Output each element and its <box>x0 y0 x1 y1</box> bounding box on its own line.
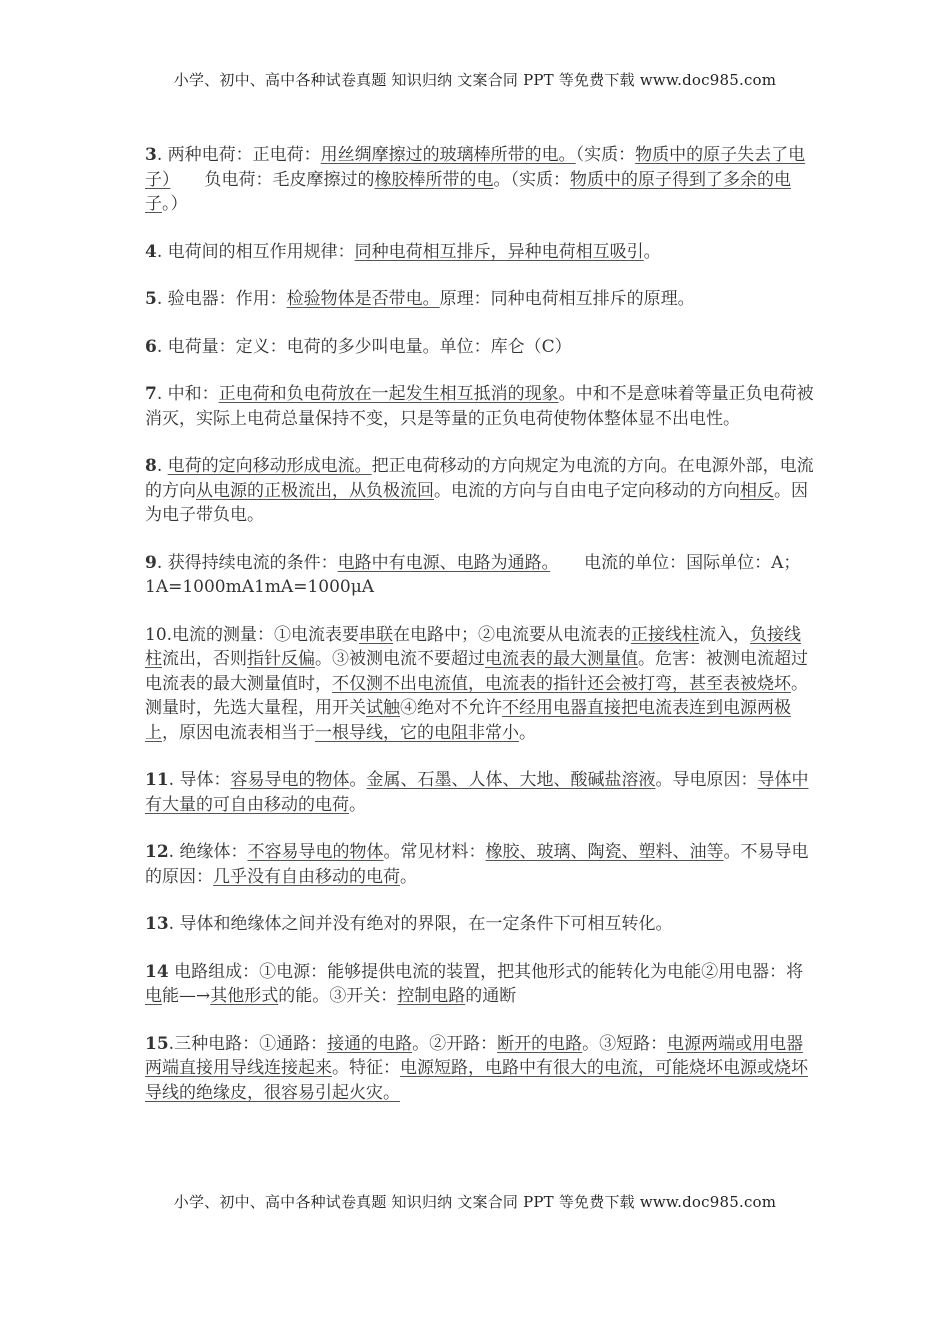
item-number: 13 <box>145 914 169 934</box>
text-segment: . 导体： <box>168 770 231 790</box>
paragraph-14 <box>145 960 815 1009</box>
underlined-text: 不容易导电的物体 <box>247 842 384 862</box>
paragraph-11 <box>145 768 815 817</box>
paragraph-13 <box>145 912 815 937</box>
text-segment: 。③短路： <box>582 1033 668 1054</box>
text-segment: 10.电流的测量：①电流表要 <box>145 624 360 645</box>
text-segment: . 两种电荷：正电荷： <box>156 145 321 165</box>
item-number: 7 <box>145 384 157 404</box>
text-segment: 负电荷：毛皮摩擦过的 <box>170 169 375 190</box>
text-segment: 。导电原因： <box>655 770 758 790</box>
paragraph-10 <box>145 623 815 746</box>
underlined-text: 试触 <box>366 698 400 718</box>
underlined-text: 几乎没有自由移动的电荷 <box>213 866 400 887</box>
item-number: 3 <box>145 145 157 165</box>
text-segment: 电路组成：①电源：能够提供电流的装置，把其他形式的能转化为电能②用电器：将 <box>168 961 804 982</box>
underlined-text: 橡胶棒所带的电 <box>374 169 494 190</box>
paragraph-6 <box>145 335 815 360</box>
paragraph-4 <box>145 240 815 265</box>
underlined-text: 指针反偏 <box>247 649 315 669</box>
text-segment: . 绝缘体： <box>168 842 248 862</box>
paragraph-9 <box>145 551 815 600</box>
underlined-text: 不经用电器直接把电流表连到电源两极上 <box>145 698 791 743</box>
paragraph-7 <box>145 382 815 431</box>
text-segment: 。电流的方向与自由电子定向移动的方向 <box>434 480 740 501</box>
underlined-text: 物质中的原子得到了多余的电子 <box>145 169 791 214</box>
text-segment: . 导体和绝缘体之间并没有绝对的界限，在一定条件下可相互转化。 <box>168 914 673 934</box>
underlined-text: 断开的电路 <box>497 1033 583 1054</box>
underlined-text: 从电源的正极流出，从负极流回 <box>196 480 434 501</box>
underlined-text: 正电荷和负电荷放在一起发生相互抵消的现象 <box>218 384 559 404</box>
underlined-text: 电源短路，电路中有很大的电流，可能烧坏电源或烧坏导线的绝缘皮，很容易引起火灾。 <box>145 1058 808 1103</box>
paragraph-5 <box>145 287 815 312</box>
item-number: 15 <box>145 1033 169 1054</box>
underlined-text: 相反 <box>740 480 774 501</box>
underlined-text: 检验物体是否带电。 <box>286 289 440 309</box>
item-number: 6 <box>145 336 157 357</box>
text-segment: 。 <box>349 794 366 815</box>
page-header: 小学、初中、高中各种试卷真题 知识归纳 文案合同 PPT 等免费下载 www.doc985.com <box>173 71 777 89</box>
underlined-text: 用丝绸摩擦过的玻璃棒所带的电。 <box>320 145 576 165</box>
document-body <box>145 143 815 1128</box>
text-segment: 把正电荷移动的方向规定为电流的方向。在电源外部，电流的方向 <box>145 456 814 501</box>
underlined-text: 一根导线，它的电阻非常小 <box>315 722 519 743</box>
text-segment: 。中和不是意味着等量正负电荷被消灭，实际上电荷总量保持不变，只是等量的正负电荷使物体整体显不出电性。 <box>145 384 814 429</box>
underlined-text: 金属、石墨、人体、大地、酸碱盐溶液 <box>366 770 656 790</box>
text-segment: 。②开路： <box>412 1033 498 1054</box>
underlined-text: 正接线柱 <box>631 624 700 645</box>
text-segment: 。因为电子带负电。 <box>145 480 808 525</box>
text-segment: 。 <box>519 722 536 743</box>
text-segment: 的通断 <box>465 986 517 1006</box>
text-segment: 。③被测电流不要超过 <box>315 649 485 669</box>
text-segment: 。 <box>643 241 661 262</box>
item-number: 12 <box>145 842 169 862</box>
text-segment: 。危害：被测电流超过电流表的最大测量值时， <box>145 649 808 694</box>
text-segment: 。特征： <box>332 1058 400 1078</box>
text-segment: . 验电器：作用： <box>156 289 287 309</box>
text-segment: . <box>156 456 168 476</box>
text-segment: 。常见材料： <box>383 842 486 862</box>
text-segment: 流入， <box>699 624 751 645</box>
paragraph-3 <box>145 143 815 217</box>
underlined-text: 电荷的定向移动形成电流。 <box>167 456 372 476</box>
item-number: 9 <box>145 552 157 573</box>
underlined-text: 电源两端或用电器两端直接用导线连接起来 <box>145 1033 804 1078</box>
text-segment: 。 <box>349 770 367 790</box>
underlined-text: 电流表的最大测量值 <box>485 649 638 669</box>
underlined-text: 其他形式 <box>210 986 279 1006</box>
underlined-text: 负接线柱 <box>145 624 802 669</box>
underlined-text: 导体中有大量的可自由移动的电荷 <box>145 770 809 815</box>
item-number: 5 <box>145 289 157 309</box>
text-segment: .三种电路：①通路： <box>168 1033 328 1054</box>
text-segment: ，原因电流表相当于 <box>162 722 315 743</box>
underlined-text: 控制电路 <box>397 986 466 1006</box>
underlined-text: 物质中的原子失去了电子） <box>145 145 806 190</box>
underlined-text: 电路中有电源、电路为通路。 <box>337 552 551 573</box>
underlined-text: 电 <box>145 986 162 1006</box>
text-segment: . 中和： <box>156 384 219 404</box>
text-segment: . 电荷间的相互作用规律： <box>156 241 355 262</box>
underlined-text: 同种电荷相互排斥，异种电荷相互吸引 <box>354 241 644 262</box>
text-segment: ④绝对不允许 <box>400 698 502 718</box>
text-segment: 。） <box>162 194 188 214</box>
text-segment: 电流的单位：国际单位：A；1A=1000mA1mA=1000μA <box>145 552 801 597</box>
underlined-text: 橡胶、玻璃、陶瓷、塑料、油等 <box>485 842 724 862</box>
page-footer: 小学、初中、高中各种试卷真题 知识归纳 文案合同 PPT 等免费下载 www.doc985.com <box>173 1193 777 1211</box>
text-segment: 能—→ <box>162 986 211 1006</box>
paragraph-8 <box>145 454 815 528</box>
text-segment: 在电路中；②电流要从电流表的 <box>393 624 632 645</box>
text-segment: . 获得持续电流的条件： <box>156 552 338 573</box>
underlined-text: 不仅测不出电流值，电流表的指针还会被打弯，甚至表被烧坏 <box>332 673 791 694</box>
text-segment: 流出，否则 <box>162 649 247 669</box>
item-number: 11 <box>145 770 169 790</box>
paragraph-12 <box>145 840 815 889</box>
text-segment: 。（实质： <box>493 169 570 190</box>
text-segment: 的能。③开关： <box>278 986 398 1006</box>
item-number: 4 <box>145 241 157 262</box>
text-segment: （实质： <box>575 145 636 165</box>
underlined-text: 接通的电路 <box>327 1033 413 1054</box>
text-segment: 原理：同种电荷相互排斥的原理。 <box>439 289 695 309</box>
text-segment: 。测量时，先选大量程，用开关 <box>145 673 808 718</box>
paragraph-15 <box>145 1032 815 1106</box>
item-number: 8 <box>145 456 157 476</box>
item-number: 14 <box>145 961 169 982</box>
text-segment: 。 <box>400 866 417 887</box>
text-segment: 。不易导电的原因： <box>145 842 809 887</box>
text-segment: . 电荷量：定义：电荷的多少叫电量。单位：库仑（C） <box>156 336 572 357</box>
underlined-text: 容易导电的物体 <box>230 770 350 790</box>
underlined-text: 串联 <box>359 624 394 645</box>
